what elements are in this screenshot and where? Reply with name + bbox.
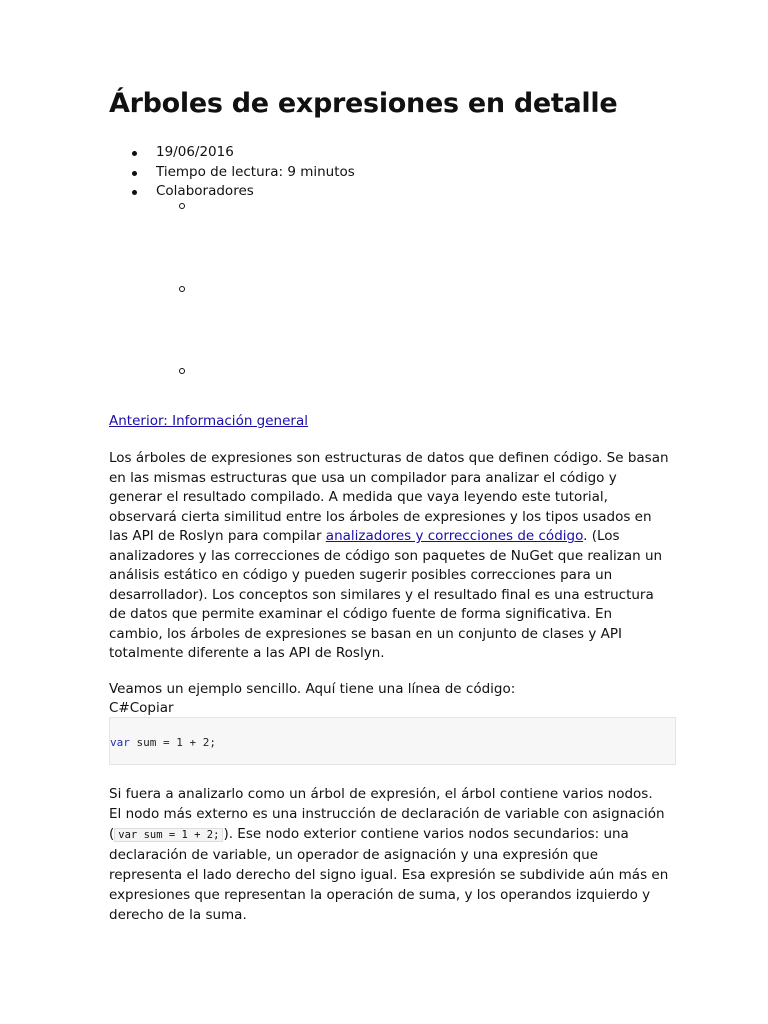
previous-link[interactable]: Anterior: Información general	[109, 413, 308, 429]
code-rest: sum = 1 + 2;	[129, 736, 216, 749]
inline-code: var sum = 1 + 2;	[114, 828, 223, 842]
explanation-text-start: Si fuera a analizarlo como un árbol de expresión, el árbol contiene varios nodos. El nodo más externo es una instrucción de declaración de variable con asignación (	[109, 786, 665, 842]
intro-paragraph	[109, 449, 669, 664]
code-line	[110, 736, 216, 749]
meta-reading-time	[109, 163, 355, 183]
meta-contributors	[109, 182, 355, 202]
article-meta-list	[109, 143, 355, 202]
contributor-bullet-icon[interactable]	[179, 286, 185, 292]
meta-date	[109, 143, 355, 163]
code-language-copy[interactable]: C#Copiar	[109, 700, 174, 716]
analyzers-link[interactable]: analizadores y correcciones de código	[325, 528, 584, 544]
code-keyword: var	[110, 736, 130, 749]
meta-reading-time-text: Tiempo de lectura: 9 minutos	[156, 163, 355, 180]
meta-date-text: 19/06/2016	[156, 144, 234, 160]
bullet-icon	[132, 171, 137, 176]
explanation-paragraph	[109, 784, 669, 925]
example-paragraph: Veamos un ejemplo sencillo. Aquí tiene una línea de código:	[109, 681, 516, 697]
bullet-icon	[132, 190, 137, 195]
contributor-bullet-icon[interactable]	[179, 368, 185, 374]
meta-contributors-text: Colaboradores	[156, 183, 254, 199]
intro-text-end: . (Los analizadores y las correcciones de código son paquetes de NuGet que realizan un análisis estático en código y pueden sugerir posibles correcciones para un desarrollador). Los conceptos son similares y el resultado final es una estructura de datos que permite examinar el código fuente de forma significativa. En cambio, los árboles de expresiones se basan en un conjunto de clases y API totalmente diferente a las API de Roslyn.	[109, 528, 663, 661]
bullet-icon	[132, 151, 137, 156]
page-title: Árboles de expresiones en detalle	[109, 88, 618, 119]
intro-text-start: Los árboles de expresiones son estructuras de datos que definen código. Se basan en las mismas estructuras que usa un compilador para analizar el código y generar el resultado compilado. A medida que vaya leyendo este tutorial, observará cierta similitud entre los árboles de expresiones y los tipos usados en las API de Roslyn para compilar	[109, 450, 669, 544]
contributor-bullet-icon[interactable]	[179, 203, 185, 209]
code-block	[109, 717, 676, 765]
explanation-text-end: ). Ese nodo exterior contiene varios nodos secundarios: una declaración de variable, un operador de asignación y una expresión que representa el lado derecho del signo igual. Esa expresión se subdivide aún más en expresiones que representan la operación de suma, y los operandos izquierdo y derecho de la suma.	[109, 826, 669, 923]
